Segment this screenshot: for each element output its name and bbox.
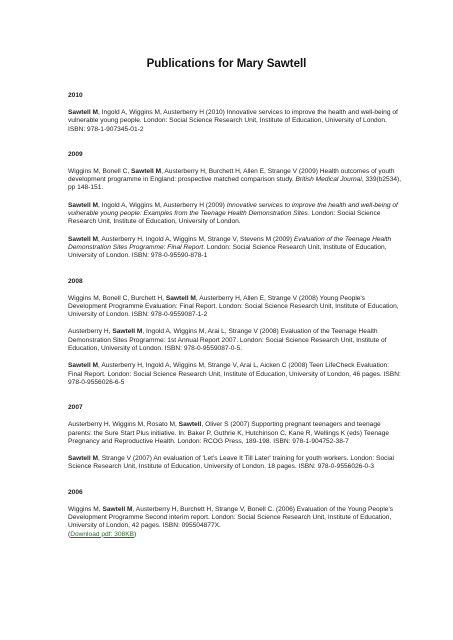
entry-text: Wiggins M, (68, 505, 103, 513)
author-highlight: Sawtell M (68, 201, 99, 209)
entry-text: , Ingold A, Wiggins M, Arai L, Strange V (2008) Evaluation of the Teenage Health Demonstration Sites Programme: 1st Annual Report 2007. London: Social Science Research Unit, Institute of Education, University of London. ISBN: 978-0-9559087-0-5. (68, 328, 387, 353)
publication-entry (68, 236, 403, 261)
entry-text: , Austerberry H, Ingold A, Wiggins M, Strange V, Stevens M (2009) (98, 235, 294, 243)
entry-text: , Ingold A, Wiggins M, Austerberry H (2010) Innovative services to improve the health and well-being of vulnerable young people. London: Social Science Research Unit, Institute of Education, University of London. (68, 109, 398, 125)
author-highlight: Sawtell M (112, 328, 143, 336)
download-pdf-link[interactable]: Download pdf: 308KB (70, 530, 134, 538)
publication-entry (68, 168, 403, 193)
entry-text: Wiggins M, Bonell C, Burchett H, (68, 294, 166, 302)
author-highlight: Sawtell M (68, 455, 99, 463)
entry-text: , Strange V (2007) An evaluation of 'Let's Leave It Till Later' training for youth workers. London: Social Science Research Unit, Institute of Education, University of London. 18 pages. ISBN: 978-0-9556026-0-3 (68, 455, 394, 471)
section-spacer (68, 270, 403, 278)
entry-text: Wiggins M, Bonell C, (68, 167, 132, 175)
author-highlight: Sawtell M (165, 294, 196, 302)
publication-entry (68, 202, 403, 227)
entry-text: Austerberry H, Wiggins M, Rosato M, (68, 421, 179, 429)
author-highlight: Sawtell M (68, 235, 99, 243)
section-spacer (68, 396, 403, 404)
entry-text: ) (134, 530, 137, 538)
publication-entry (68, 328, 403, 353)
section-spacer (68, 481, 403, 489)
entry-text: . London: Social Science Research Unit, Institute of Education, University of London. ISBN: 978-0-95590-878-1 (68, 243, 387, 260)
entry-text: , Austerberry H, Allen E, Strange V (2008) Young People's Development Programme Evaluation: Final Report. London: Social Science Research Unit, Institute of Education, University of London. ISBN: 978-0-9559087-1-2 (68, 294, 399, 319)
publication-entry (68, 421, 403, 446)
year-heading: 2006 (68, 488, 83, 496)
entry-text: ISBN: 978-1-907345-01-2 (68, 125, 144, 133)
entry-text: . London: Social Science Research Unit, Institute of Education, University of London. (68, 210, 381, 226)
publication-title: Innovative services to improve the health and well-being of vulnerable young people: Examples from the Teenage Health Demonstration Sites (68, 201, 398, 218)
author-highlight: Sawtell (178, 421, 202, 429)
year-heading: 2009 (68, 150, 83, 158)
entry-text: , Austerberry H, Ingold A, Wiggins M, Strange V, Arai L, Aicken C (2008) Teen LifeCheck Evaluation: Final Report. London: Social Science Research Unit, Institute of Education, University of London, 46 pages. ISBN: 978-0-9556026-6-5 (68, 362, 401, 386)
entry-text: , Ingold A, Wiggins M, Austerberry H (2009) (98, 201, 227, 209)
publication-entry (68, 295, 403, 320)
entry-text: , Austerberry H, Burchett H, Strange V, Bonell C. (2006) Evaluation of the Young People's Development Programme Second interim report. London: Social Science Research Unit, Institute of Education, University of London, 42 pages. ISBN: 095504877X. (68, 505, 394, 530)
publication-list (68, 92, 403, 548)
entry-text: , 339(b2534), pp 148-151. (68, 176, 402, 192)
author-highlight: Sawtell M (68, 109, 99, 116)
entry-text: , Oliver S (2007) Supporting pregnant teenagers and teenage parents: the Sure Start Plus initiative. In: Baker P, Guthrie K, Hutchinson C, Kane R, Wellings K (eds) Teenage Pregnancy and Reproductive Health. London: RCOG Press, 189-198. ISBN: 978-1-904752-38-7 (68, 421, 390, 445)
author-highlight: Sawtell M (102, 505, 133, 513)
publication-entry (68, 362, 403, 387)
entry-text: ( (68, 530, 71, 538)
author-highlight: Sawtell M (68, 362, 99, 370)
section-spacer (68, 143, 403, 151)
page-title: Publications for Mary Sawtell (146, 58, 307, 70)
publication-entry (68, 506, 403, 539)
publication-entry (68, 455, 403, 472)
author-highlight: Sawtell M (131, 167, 162, 175)
entry-text: Austerberry H, (68, 328, 113, 336)
year-heading: 2008 (68, 277, 83, 285)
publication-title: British Medical Journal (295, 176, 362, 184)
year-heading: 2007 (68, 404, 83, 412)
publication-entry (68, 109, 403, 134)
year-heading: 2010 (68, 92, 83, 99)
publication-title: Evaluation of the Teenage Health Demonstration Sites Programme: Final Report (68, 235, 392, 251)
entry-text: , Austerberry H, Burchett H, Allen E, Strange V (2009) Health outcomes of youth development programme in England: prospective matched comparison study. (68, 167, 395, 184)
